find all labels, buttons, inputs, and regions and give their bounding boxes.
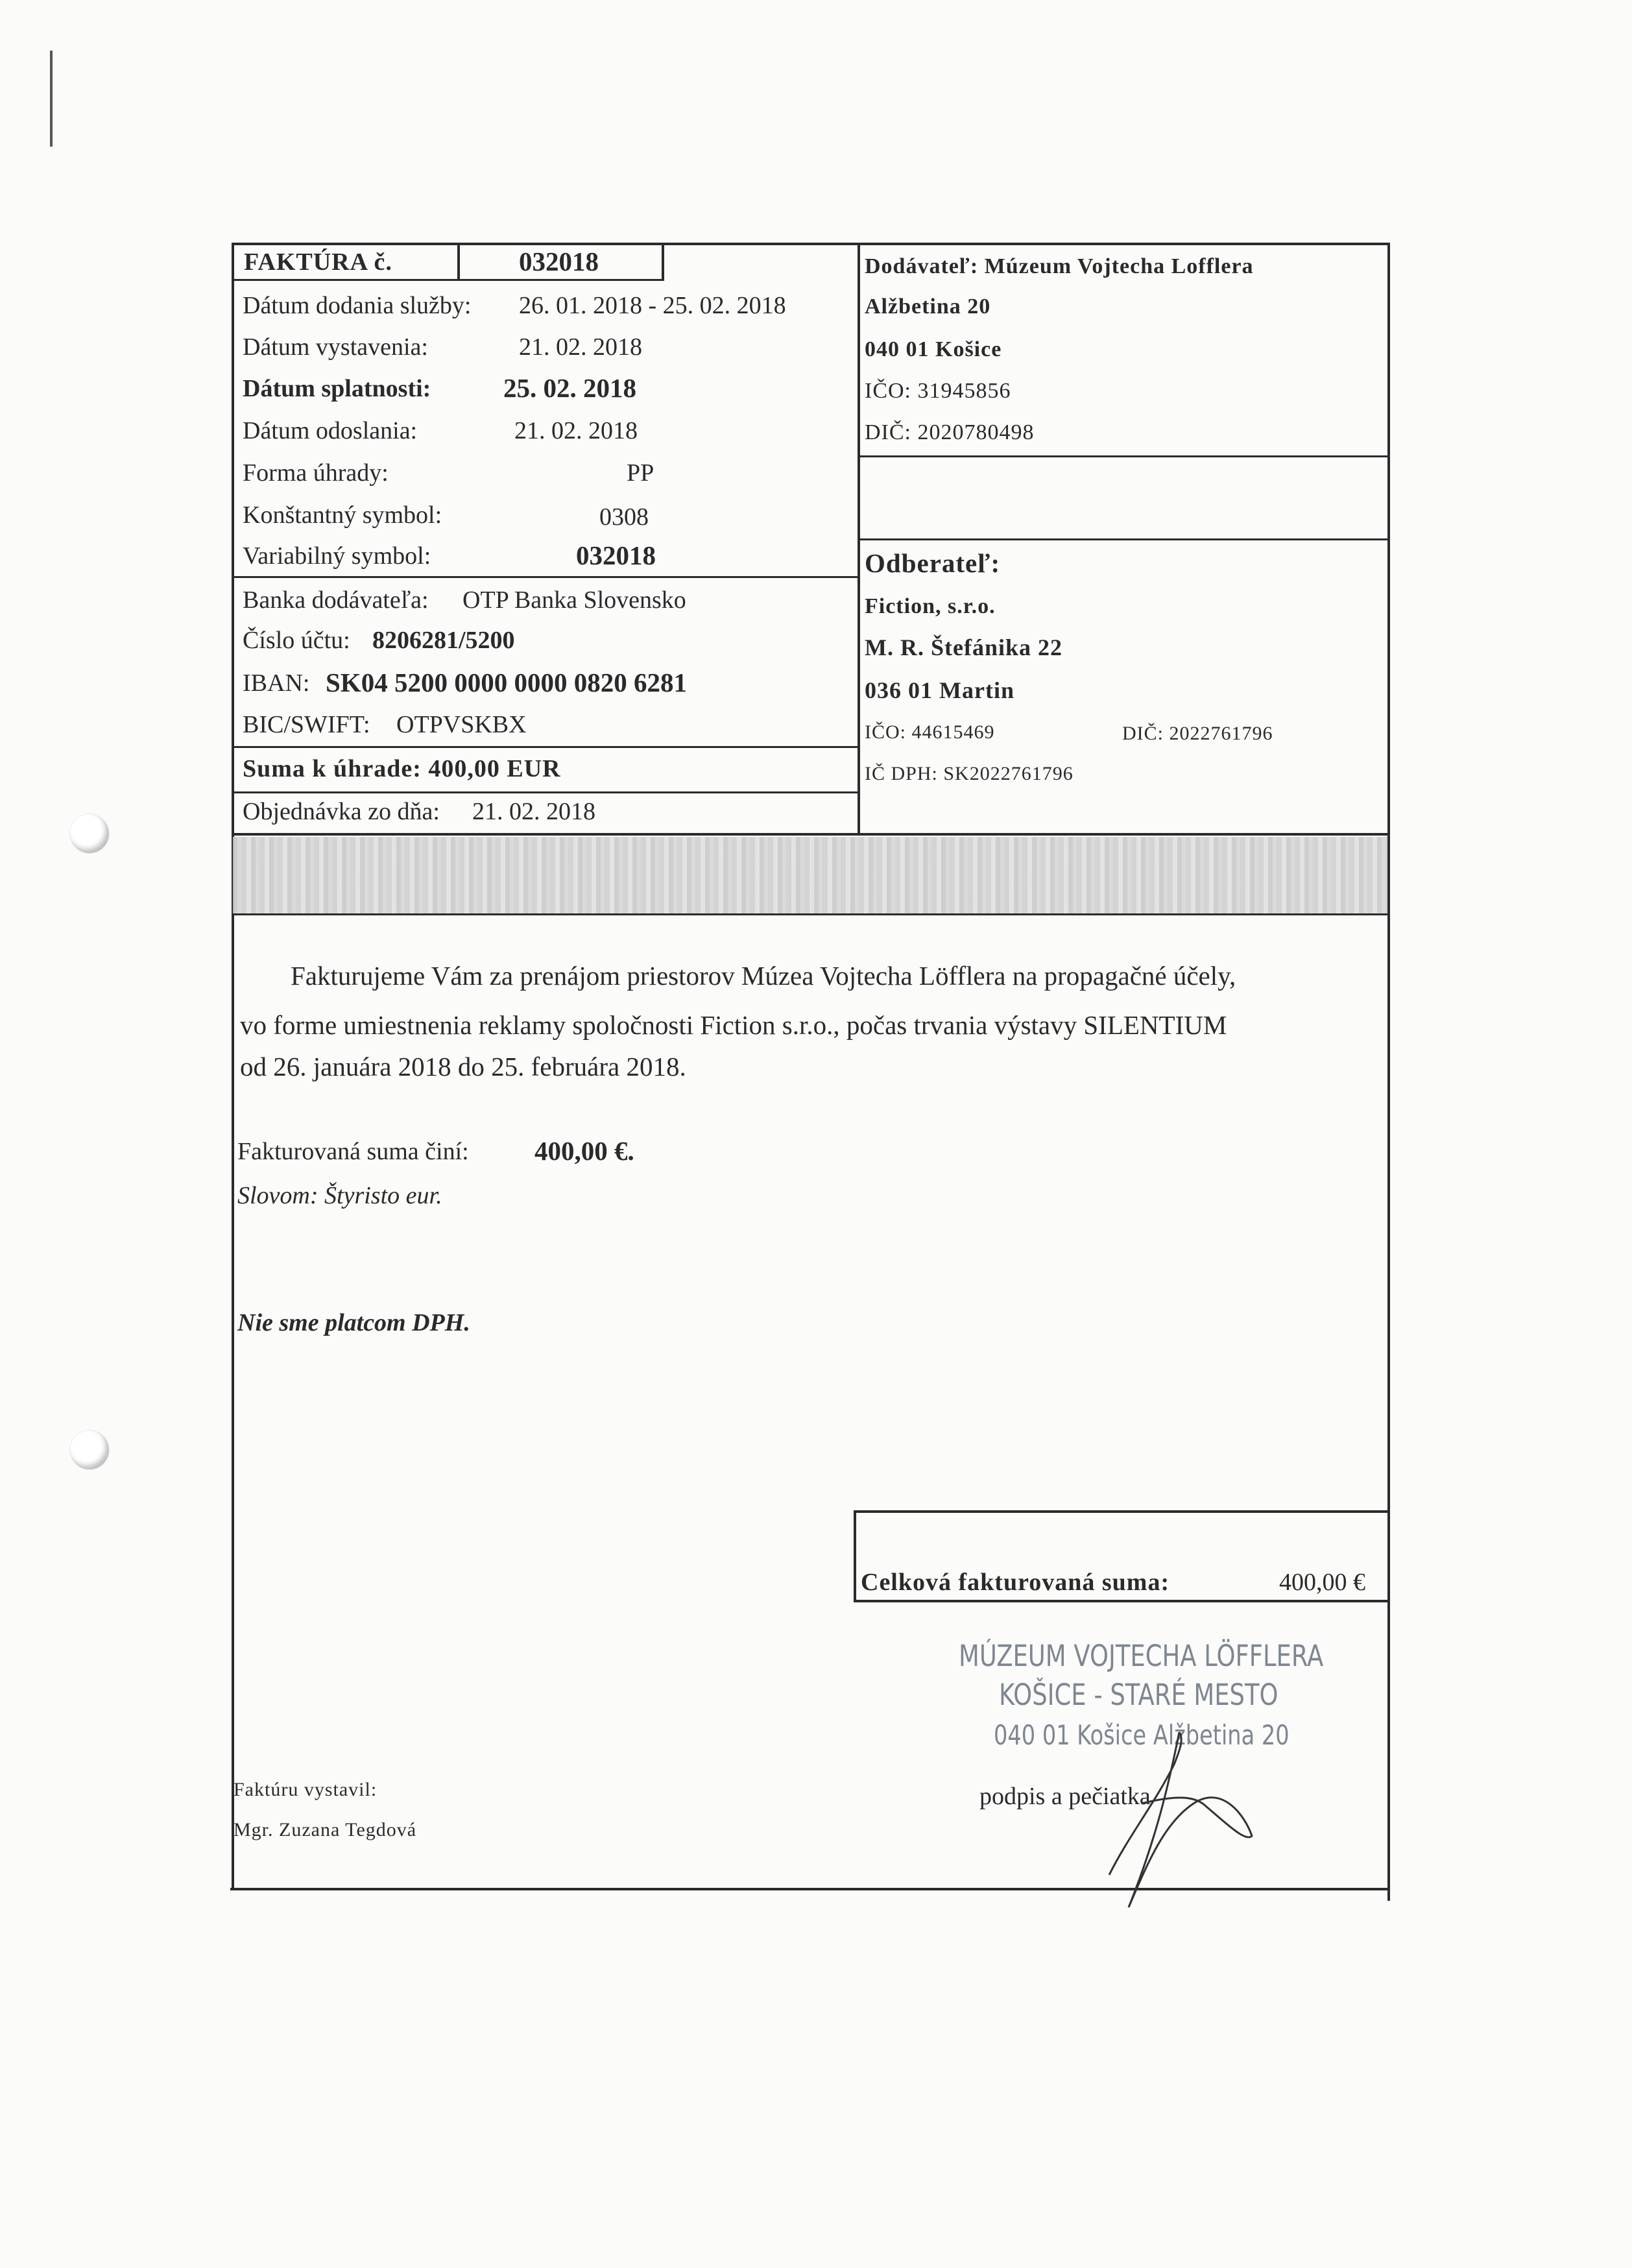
shaded-separator (233, 837, 1387, 913)
customer-ico: IČO: 44615469 (865, 721, 995, 743)
supplier-city: 040 01 Košice (865, 337, 1002, 361)
total-label: Celková fakturovaná suma: (861, 1569, 1170, 1596)
stamp-line: 040 01 Košice Alžbetina 20 (994, 1719, 1290, 1751)
invoice-row-value: PP (627, 459, 654, 487)
invoice-row-label: Forma úhrady: (243, 459, 389, 487)
customer-heading: Odberateľ: (865, 548, 1001, 578)
invoice-row-label: Dátum dodania služby: (243, 292, 472, 319)
body-line: od 26. januára 2018 do 25. februára 2018. (240, 1052, 686, 1081)
order-date: 21. 02. 2018 (472, 798, 595, 825)
stamp-line: MÚZEUM VOJTECHA LÖFFLERA (959, 1639, 1324, 1673)
customer-ic-dph: IČ DPH: SK2022761796 (865, 763, 1074, 784)
supplier-street: Alžbetina 20 (865, 295, 991, 319)
customer-name: Fiction, s.r.o. (865, 594, 996, 618)
punch-hole (70, 814, 109, 853)
vat-note: Nie sme platcom DPH. (237, 1309, 470, 1336)
issuer-name: Mgr. Zuzana Tegdová (234, 1819, 417, 1840)
body-line: vo forme umiestnenia reklamy spoločnosti Fiction s.r.o., počas trvania výstavy SILENTIUM (240, 1010, 1227, 1040)
stamp-line: KOŠICE - STARÉ MESTO (999, 1678, 1278, 1712)
account-number: 8206281/5200 (372, 627, 515, 654)
sum-due: Suma k úhrade: 400,00 EUR (243, 755, 561, 782)
invoice-row-value: 26. 01. 2018 - 25. 02. 2018 (519, 292, 786, 319)
supplier-ico: IČO: 31945856 (865, 379, 1011, 403)
supplier-heading: Dodávateľ: Múzeum Vojtecha Lofflera (865, 254, 1254, 278)
invoice-row-value: 0308 (599, 503, 649, 531)
iban-value: SK04 5200 0000 0000 0820 6281 (326, 668, 687, 697)
iban-label: IBAN: (243, 670, 310, 697)
customer-dic: DIČ: 2022761796 (1122, 723, 1273, 744)
body-line: Fakturujeme Vám za prenájom priestorov Múzea Vojtecha Löfflera na propagačné účely, (291, 961, 1236, 991)
bic-label: BIC/SWIFT: (243, 711, 370, 738)
invoice-row-label: Dátum vystavenia: (243, 333, 428, 361)
invoice-number: 032018 (519, 247, 599, 276)
total-value: 400,00 € (1279, 1569, 1365, 1596)
invoice-row-label: Dátum odoslania: (243, 417, 418, 444)
amount-in-words: Slovom: Štyristo eur. (237, 1182, 442, 1209)
bic-value: OTPVSKBX (396, 711, 527, 738)
invoice-row-value: 21. 02. 2018 (519, 333, 642, 361)
customer-city: 036 01 Martin (865, 677, 1014, 703)
invoice-row-value: 25. 02. 2018 (503, 373, 636, 403)
order-label: Objednávka zo dňa: (243, 798, 440, 825)
customer-street: M. R. Štefánika 22 (865, 634, 1062, 660)
signature-label: podpis a pečiatka (979, 1783, 1151, 1810)
invoice-row-value: 21. 02. 2018 (514, 417, 638, 444)
punch-hole (70, 1430, 109, 1469)
supplier-dic: DIČ: 2020780498 (865, 420, 1035, 444)
bank-name: OTP Banka Slovensko (462, 586, 686, 614)
amount-label: Fakturovaná suma činí: (237, 1138, 469, 1165)
issuer-label: Faktúru vystavil: (234, 1779, 378, 1800)
margin-mark (50, 51, 53, 147)
amount-value: 400,00 €. (534, 1136, 634, 1166)
invoice-row-label: Dátum splatnosti: (243, 375, 431, 402)
bank-label: Banka dodávateľa: (243, 586, 429, 614)
invoice-title: FAKTÚRA č. (244, 248, 392, 276)
invoice-row-value: 032018 (576, 540, 656, 570)
signature (1103, 1713, 1271, 1920)
account-label: Číslo účtu: (243, 627, 350, 654)
invoice-row-label: Konštantný symbol: (243, 501, 442, 529)
invoice-row-label: Variabilný symbol: (243, 542, 431, 570)
